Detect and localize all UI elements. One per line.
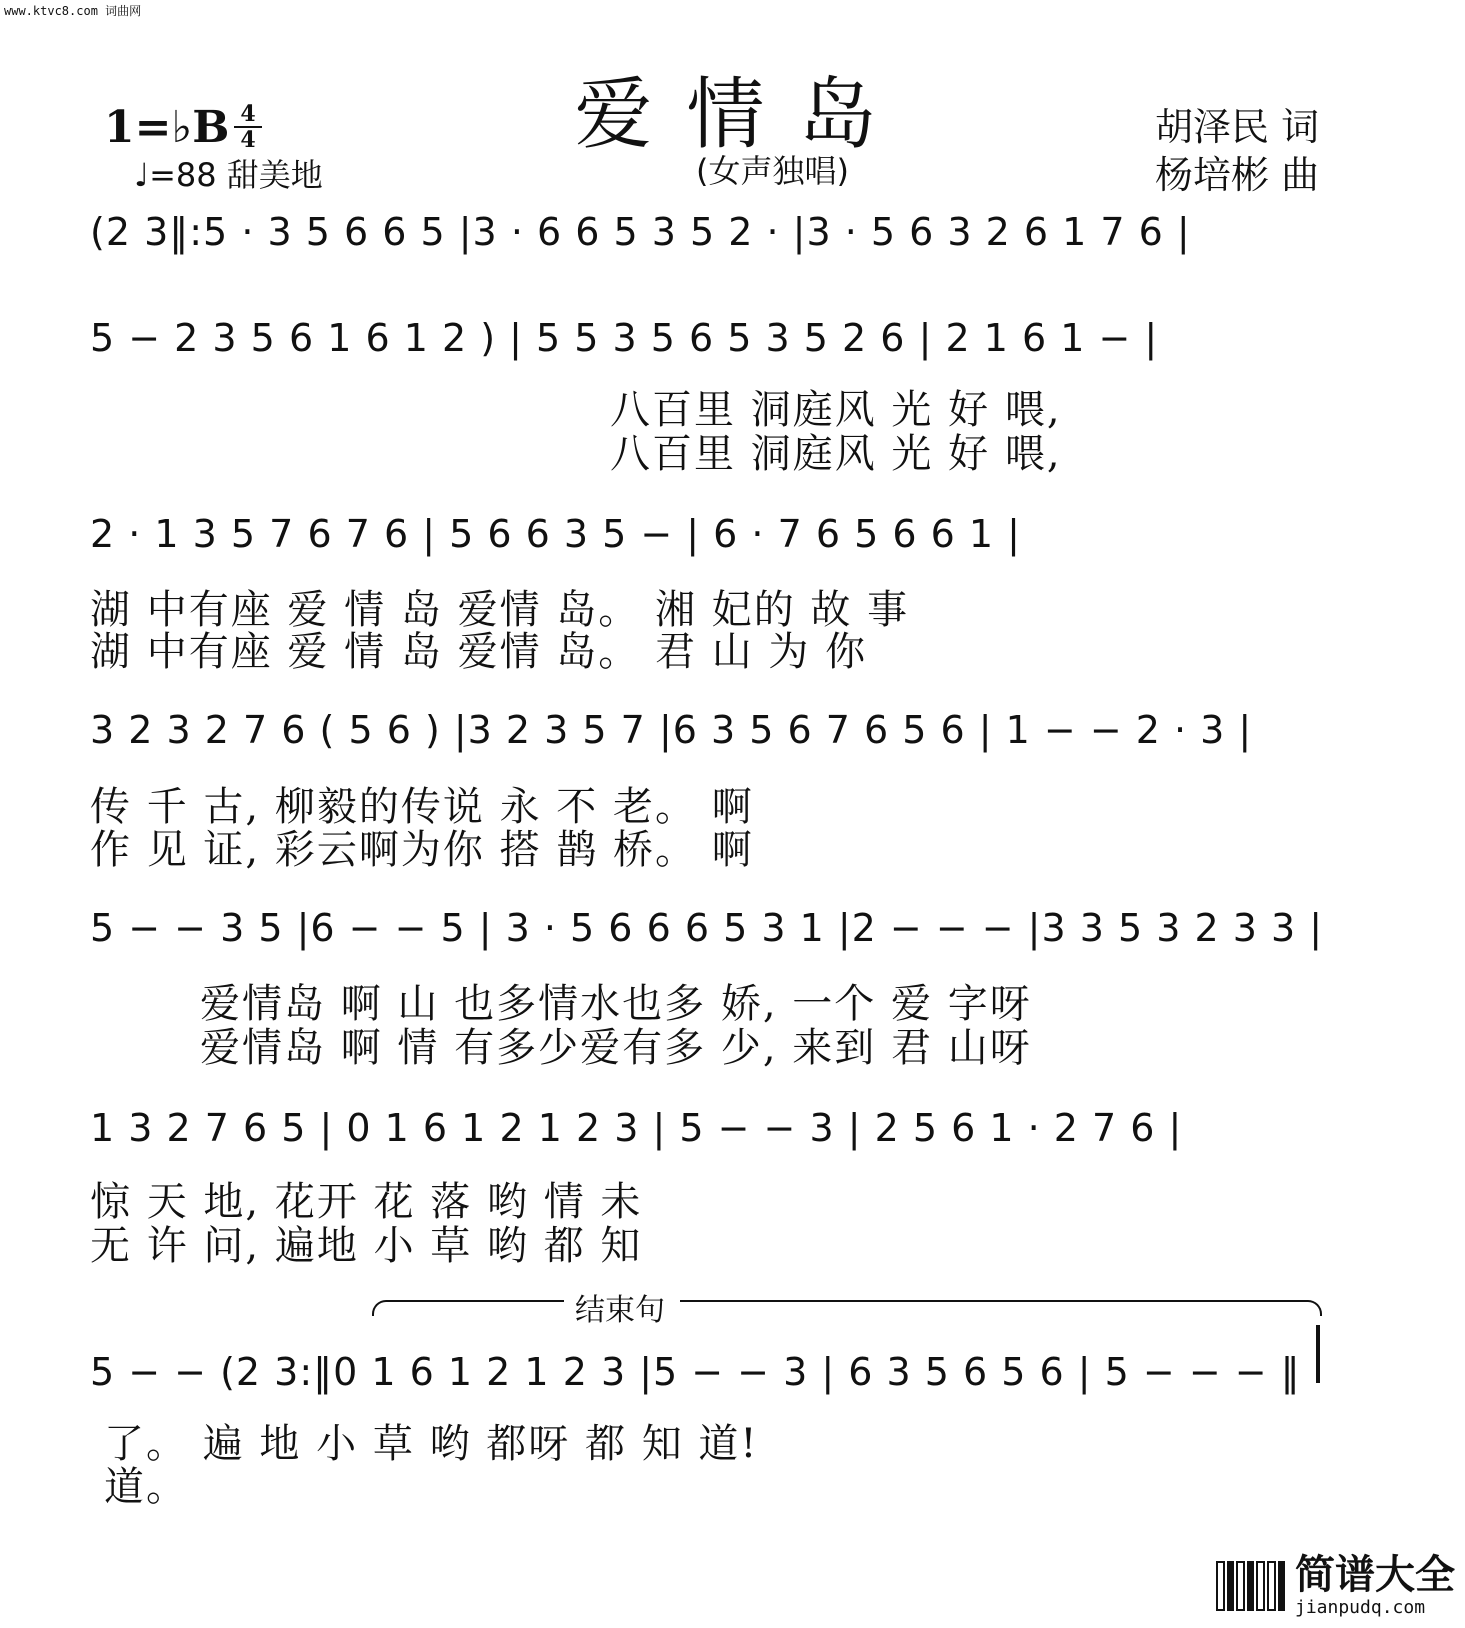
lyric-line-6-verse-2: 无 许 问, 遍地 小 草 哟 都 知: [90, 1223, 643, 1269]
notation-line-6: 1 3 2 7 6 5 | 0 1 6 1 2 1 2 3 | 5 − − 3 | 2 5 6 1 · 2 7 6 |: [90, 1106, 1183, 1150]
time-signature: [234, 102, 262, 152]
lyric-line-3-verse-2: 湖 中有座 爱 情 岛 爱情 岛。 君 山 为 你: [90, 629, 868, 675]
lyricist-credit: 胡泽民 词: [1155, 105, 1320, 149]
lyric-line-7-verse-1: 了。 遍 地 小 草 哟 都呀 都 知 道!: [104, 1421, 759, 1467]
piano-keys-icon: [1216, 1561, 1285, 1611]
notation-line-2: 5 − 2 3 5 6 1 6 1 2 ) | 5 5 3 5 6 5 3 5 2 6 | 2 1 6 1 − |: [90, 316, 1159, 360]
final-barline: [1316, 1325, 1320, 1383]
lyric-line-2-verse-1: 八百里 洞庭风 光 好 喂,: [610, 387, 1062, 433]
song-title: 爱情岛: [574, 70, 911, 160]
ending-label: 结束句: [575, 1293, 665, 1328]
lyric-line-4-verse-2: 作 见 证, 彩云啊为你 搭 鹊 桥。 啊: [90, 827, 754, 873]
ending-bracket-left: [372, 1300, 564, 1316]
meter-top: 4: [240, 101, 256, 127]
lyric-line-4-verse-1: 传 千 古, 柳毅的传说 永 不 老。 啊: [90, 784, 754, 830]
notation-line-3: 2 · 1 3 5 7 6 7 6 | 5 6 6 3 5 − | 6 · 7 6 5 6 6 1 |: [90, 512, 1021, 556]
site-logo: [1216, 1553, 1455, 1618]
notation-line-7: 5 − − (2 3:‖0 1 6 1 2 1 2 3 |5 − − 3 | 6 3 5 6 5 6 | 5 − − − ‖: [90, 1350, 1301, 1394]
site-watermark: www.ktvc8.com 词曲网: [4, 4, 142, 18]
song-subtitle: (女声独唱): [696, 152, 849, 190]
notation-line-1: (2 3‖:5 · 3 5 6 6 5 |3 · 6 6 5 3 5 2 · |3 · 5 6 3 2 6 1 7 6 |: [90, 210, 1191, 254]
tempo-marking: ♩=88 甜美地: [134, 156, 323, 194]
lyric-line-7-verse-2: 道。: [104, 1464, 188, 1510]
lyric-line-6-verse-1: 惊 天 地, 花开 花 落 哟 情 未: [90, 1179, 643, 1225]
lyric-line-3-verse-1: 湖 中有座 爱 情 岛 爱情 岛。 湘 妃的 故 事: [90, 587, 910, 633]
logo-name: 简谱大全: [1295, 1552, 1455, 1598]
meter-bottom: 4: [234, 126, 262, 152]
notation-line-5: 5 − − 3 5 |6 − − 5 | 3 · 5 6 6 6 5 3 1 |2 − − − |3 3 5 3 2 3 3 |: [90, 906, 1324, 950]
composer-credit: 杨培彬 曲: [1155, 153, 1320, 197]
lyric-line-5-verse-1: 爱情岛 啊 山 也多情水也多 娇, 一个 爱 字呀: [200, 981, 1032, 1027]
lyric-line-2-verse-2: 八百里 洞庭风 光 好 喂,: [610, 431, 1062, 477]
ending-bracket-right: [680, 1300, 1322, 1316]
key-signature: 1=♭B: [104, 102, 230, 153]
logo-url: jianpudq.com: [1295, 1597, 1426, 1618]
lyric-line-5-verse-2: 爱情岛 啊 情 有多少爱有多 少, 来到 君 山呀: [200, 1025, 1032, 1071]
notation-line-4: 3 2 3 2 7 6 ( 5 6 ) |3 2 3 5 7 |6 3 5 6 7 6 5 6 | 1 − − 2 · 3 |: [90, 708, 1253, 752]
